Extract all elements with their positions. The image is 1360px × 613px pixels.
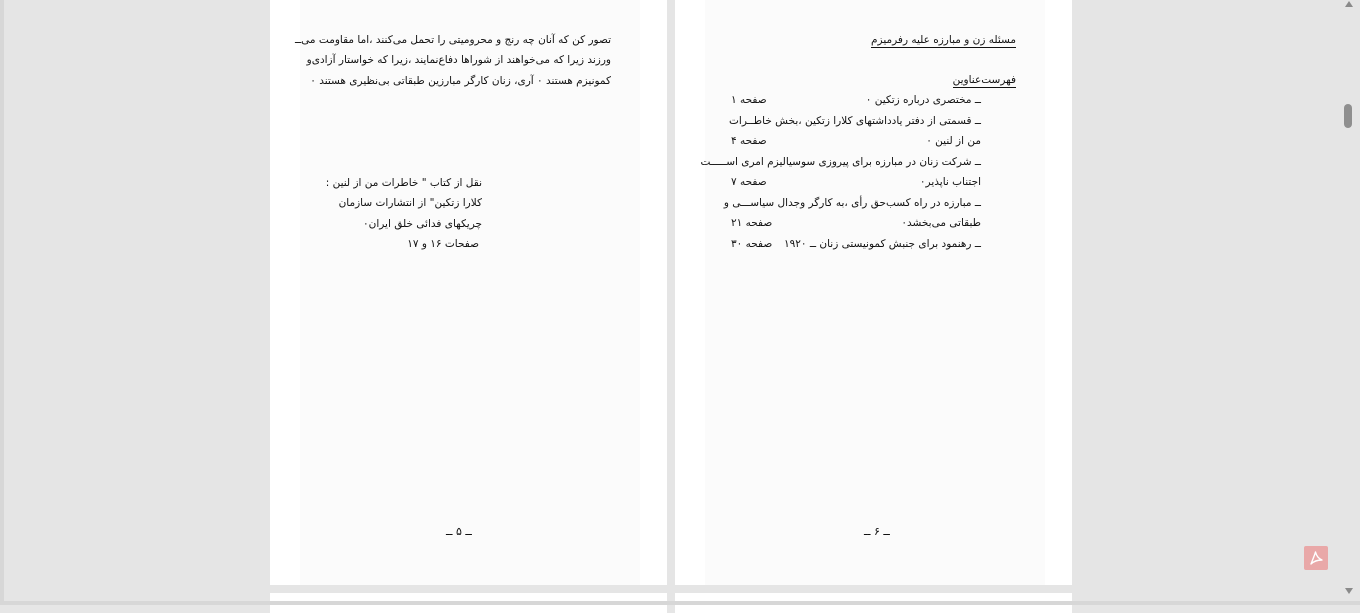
toc-row <box>675 135 1072 149</box>
page-number: ــ ۶ ــ <box>864 525 890 538</box>
page-number: ــ ۵ ــ <box>446 525 472 538</box>
paragraph-line: ورزند زیرا که می‌خواهند از شوراها دفاع‌نمایند ،زیرا که خواستار آزادی‌و <box>306 54 611 66</box>
toc-item: اجتناب ناپذیر۰ <box>919 176 981 188</box>
toc-row <box>675 217 1072 231</box>
scanned-page-area <box>300 0 640 585</box>
toc-item: طبقاتی می‌بخشد۰ <box>901 217 981 229</box>
toc-row <box>675 176 1072 190</box>
vertical-scrollbar[interactable] <box>1342 0 1357 605</box>
chevron-down-icon[interactable] <box>1345 588 1353 594</box>
pdf-page-6 <box>675 0 1072 585</box>
pdf-page-5 <box>270 0 667 585</box>
toc-title: فهرست‌عناوین <box>952 74 1016 86</box>
paragraph-line: تصور کن که آنان چه رنج و محرومیتی را تحمل می‌کنند ،اما مقاومت می‌ــ <box>295 34 611 46</box>
citation-line: کلارا زتکین" از انتشارات سازمان <box>338 197 482 209</box>
toc-page-ref: صفحه ۳۰ <box>731 238 773 250</box>
toc-row <box>675 115 1072 129</box>
paragraph-line: کمونیزم هستند ۰ آری، زنان کارگر مبارزین طبقاتی بی‌نظیری هستند ۰ <box>310 75 611 87</box>
toc-page-ref: صفحه ۷ <box>731 176 767 188</box>
citation-line: نقل از کتاب " خاطرات من از لنین : <box>325 177 482 189</box>
toc-page-ref: صفحه ۴ <box>731 135 767 147</box>
scrollbar-thumb[interactable] <box>1344 104 1352 128</box>
toc-item: من از لنین ۰ <box>926 135 981 147</box>
chevron-up-icon[interactable] <box>1345 1 1353 7</box>
toc-row <box>675 238 1072 252</box>
citation-line: صفحات ۱۶ و ۱۷ <box>407 238 479 250</box>
toc-item: ــ قسمتی از دفتر یادداشتهای کلارا زتکین ،بخش خاطــرات <box>729 115 981 127</box>
pdf-icon-glyph <box>1307 549 1325 567</box>
viewer-border <box>0 601 1360 605</box>
viewer-border <box>0 0 4 605</box>
toc-item: ــ رهنمود برای جنبش کمونیستی زنان ــ ۱۹۲۰ <box>783 238 981 250</box>
toc-item: ــ مبارزه در راه کسب‌حق رأی ،به کارگر وجدال سیاســـی و <box>723 197 981 209</box>
document-header: مسئله زن و مبارزه علیه رفرمیزم <box>871 34 1016 46</box>
pdf-icon[interactable] <box>1304 546 1328 570</box>
toc-row <box>675 94 1072 108</box>
toc-page-ref: صفحه ۲۱ <box>731 217 773 229</box>
toc-item: ــ مختصری درباره زتکین ۰ <box>865 94 981 106</box>
toc-page-ref: صفحه ۱ <box>731 94 767 106</box>
toc-item: ــ شرکت زنان در مبارزه برای پیروزی سوسیالیزم امری اســـــت <box>700 156 981 168</box>
citation-line: چریکهای فدائی خلق ایران۰ <box>362 218 482 230</box>
toc-row <box>675 156 1072 170</box>
toc-row <box>675 197 1072 211</box>
